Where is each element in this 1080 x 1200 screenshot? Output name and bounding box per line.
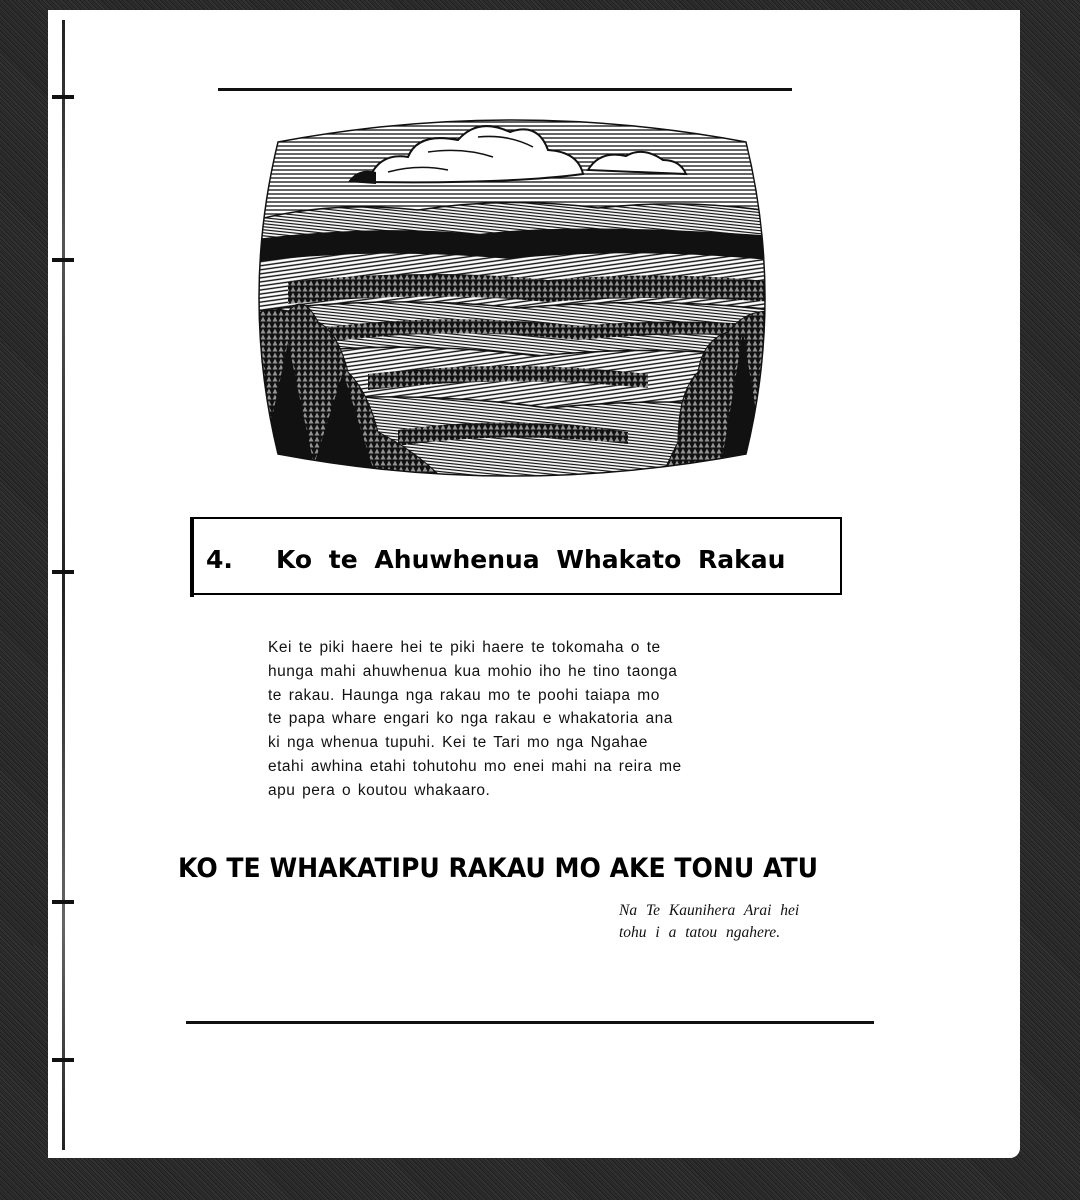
section-heading-box — [190, 517, 842, 595]
credit-line: tohu i a tatou ngahere. — [619, 924, 781, 941]
body-line: te papa whare engari ko nga rakau e whakatoria ana — [268, 710, 673, 728]
binding-mark — [52, 95, 74, 99]
body-paragraph — [268, 636, 788, 803]
credit-line: Na Te Kaunihera Arai hei — [619, 902, 800, 919]
section-number: 4. — [206, 545, 233, 574]
landscape-illustration — [248, 112, 776, 484]
bottom-rule — [186, 1021, 874, 1024]
slogan-heading: KO TE WHAKATIPU RAKAU MO AKE TONU ATU — [178, 853, 819, 884]
body-line: etahi awhina etahi tohutohu mo enei mahi na reira me — [268, 757, 682, 775]
body-line: ki nga whenua tupuhi. Kei te Tari mo nga Ngahae — [268, 734, 648, 752]
credit-text — [619, 900, 879, 944]
top-rule — [218, 88, 792, 91]
body-line: te rakau. Haunga nga rakau mo te poohi taiapa mo — [268, 686, 660, 704]
binding-spine — [62, 20, 65, 1150]
binding-mark — [52, 570, 74, 574]
binding-mark — [52, 1058, 74, 1062]
section-title: Ko te Ahuwhenua Whakato Rakau — [276, 545, 786, 574]
body-line: apu pera o koutou whakaaro. — [268, 781, 491, 799]
body-line: Kei te piki haere hei te piki haere te tokomaha o te — [268, 639, 661, 656]
binding-mark — [52, 900, 74, 904]
body-line: hunga mahi ahuwhenua kua mohio iho he tino taonga — [268, 662, 678, 680]
binding-mark — [52, 258, 74, 262]
